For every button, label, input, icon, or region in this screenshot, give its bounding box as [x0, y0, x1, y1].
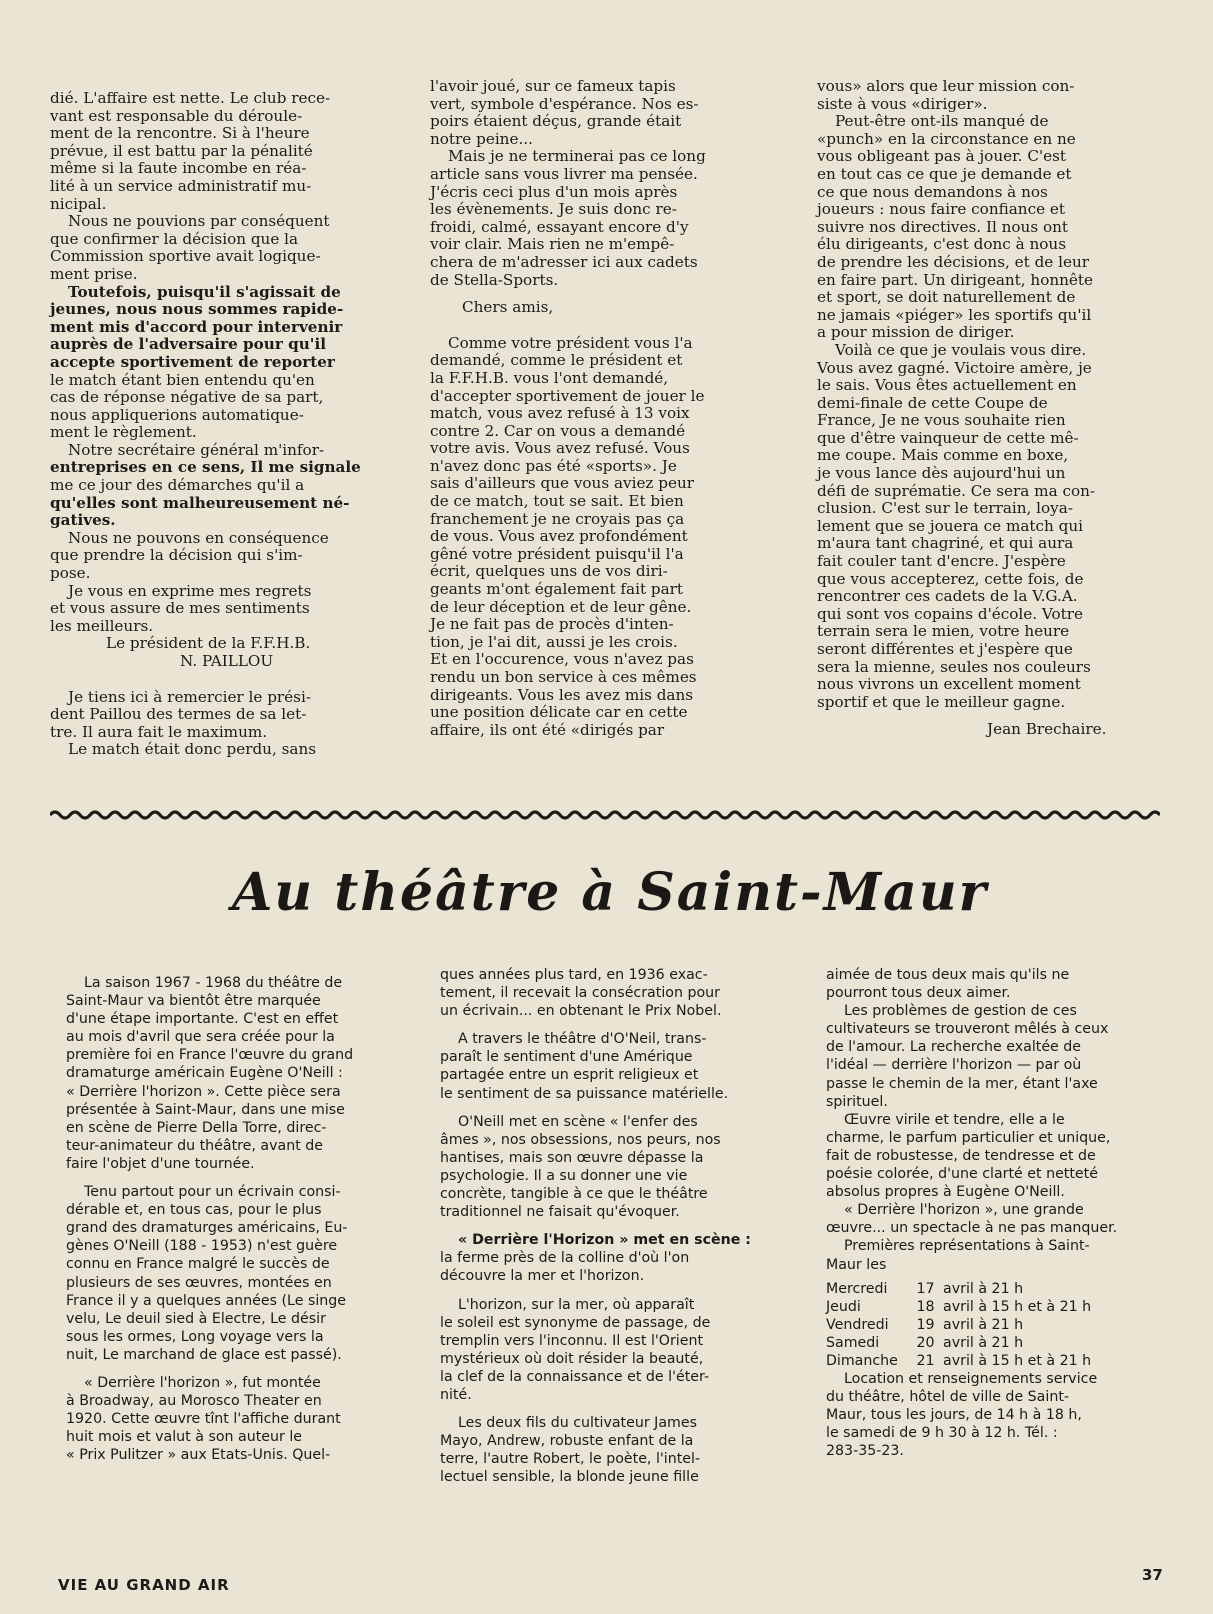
text-line: et vous assure de mes sentiments — [50, 599, 310, 618]
text-line: ce que nous demandons à nos — [817, 182, 1048, 201]
text-line: demi-finale de cette Coupe de — [817, 393, 1048, 412]
text-line: n'avez donc pas été «sports». Je — [430, 456, 677, 475]
text-line: sous les ormes, Long voyage vers la — [66, 1328, 324, 1345]
text-line: psychologie. Il a su donner une vie — [440, 1167, 688, 1184]
text-line: plusieurs de ses œuvres, montées en — [66, 1274, 332, 1291]
text-line: je vous lance dès aujourd'hui un — [817, 464, 1066, 483]
text-line: Tenu partout pour un écrivain consi- — [84, 1184, 341, 1201]
schedule-day: Mercredi — [826, 1280, 888, 1297]
top-column-3 — [817, 78, 1167, 739]
text-line: première foi en France l'œuvre du grand — [66, 1047, 354, 1064]
text-line: Mayo, Andrew, robuste enfant de la — [440, 1433, 694, 1450]
text-line: geants m'ont également fait part — [430, 580, 684, 599]
text-line: J'écris ceci plus d'un mois après — [430, 182, 678, 201]
schedule-row — [826, 1316, 1161, 1334]
text-line: même si la faute incombe en réa- — [50, 159, 307, 178]
text-line: Vous avez gagné. Victoire amère, je — [817, 358, 1092, 377]
text-line: un écrivain... en obtenant le Prix Nobel. — [440, 1003, 722, 1020]
text-line: le sais. Vous êtes actuellement en — [817, 376, 1077, 395]
text-line: de prendre les décisions, et de leur — [817, 252, 1089, 271]
text-line: dérable et, en tous cas, pour le plus — [66, 1202, 322, 1219]
text-line: passe le chemin de la mer, étant l'axe — [826, 1075, 1098, 1092]
text-line: absolus propres à Eugène O'Neill. — [826, 1184, 1065, 1201]
text-line: de ce match, tout se sait. Et bien — [430, 492, 684, 511]
text-line: gatives. — [50, 511, 116, 530]
schedule-day: Vendredi — [826, 1316, 889, 1333]
text-line: Premières représentations à Saint- — [844, 1238, 1090, 1255]
text-line: contre 2. Car on vous a demandé — [430, 421, 686, 440]
text-line: Voilà ce que je voulais vous dire. — [835, 340, 1087, 359]
text-line: la ferme près de la colline d'où l'on — [440, 1250, 690, 1267]
text-line: Comme votre président vous l'a — [448, 333, 693, 352]
text-line: du théâtre, hôtel de ville de Saint- — [826, 1389, 1069, 1406]
text-line: dramaturge américain Eugène O'Neill : — [66, 1065, 343, 1082]
text-line: nicipal. — [50, 194, 107, 213]
text-line: ne jamais «piéger» les sportifs qu'il — [817, 305, 1092, 324]
text-line: pourront tous deux aimer. — [826, 985, 1011, 1002]
text-line: sera la mienne, seules nos couleurs — [817, 657, 1091, 676]
text-line: fait de robustesse, de tendresse et de — [826, 1147, 1096, 1164]
text-line: de leur déception et de leur gêne. — [430, 597, 692, 616]
text-line: «punch» en la circonstance en ne — [817, 129, 1076, 148]
text-line: Maur, tous les jours, de 14 h à 18 h, — [826, 1407, 1082, 1424]
text-line: suivre nos directives. Il nous ont — [817, 217, 1068, 236]
schedule-time: avril à 15 h et à 21 h — [943, 1298, 1092, 1315]
text-line: aimée de tous deux mais qu'ils ne — [826, 967, 1070, 983]
text-line: partagée entre un esprit religieux et — [440, 1067, 699, 1084]
text-line: Toutefois, puisqu'il s'agissait de — [68, 282, 341, 301]
text-line: « Derrière l'Horizon » met en scène : — [458, 1232, 751, 1249]
text-line: sais d'ailleurs que vous aviez peur — [430, 474, 695, 493]
text-line: Et en l'occurence, vous n'avez pas — [430, 650, 694, 669]
text-line: dirigeants. Vous les avez mis dans — [430, 685, 694, 704]
text-line: affaire, ils ont été «dirigés par — [430, 720, 665, 739]
text-line: joueurs : nous faire confiance et — [817, 200, 1065, 219]
text-line: Notre secrétaire général m'infor- — [68, 440, 325, 459]
text-line: « Derrière l'horizon », une grande — [844, 1202, 1084, 1219]
text-line: œuvre... un spectacle à ne pas manquer. — [826, 1220, 1118, 1237]
text-line: « Prix Pulitzer » aux Etats-Unis. Quel- — [66, 1447, 331, 1464]
text-line: nité. — [440, 1386, 472, 1403]
text-line: dié. L'affaire est nette. Le club rece- — [50, 89, 331, 107]
text-line: Mais je ne terminerai pas ce long — [448, 147, 706, 166]
text-line: notre peine... — [430, 129, 533, 148]
text-line: auprès de l'adversaire pour qu'il — [50, 335, 326, 354]
text-line: teur-animateur du théâtre, avant de — [66, 1137, 323, 1154]
author-signature: Jean Brechaire. — [987, 720, 1107, 739]
text-line: seront différentes et j'espère que — [817, 640, 1073, 658]
text-line: O'Neill met en scène « l'enfer des — [458, 1113, 698, 1130]
text-line: paraît le sentiment d'une Amérique — [440, 1049, 693, 1066]
bottom-column-1 — [66, 974, 396, 1464]
text-line: les meilleurs. — [50, 616, 154, 635]
text-line: concrète, tangible à ce que le théâtre — [440, 1186, 708, 1203]
text-line: froidi, calmé, essayant encore d'y — [430, 217, 689, 236]
text-line: entreprises en ce sens, Il me signale — [50, 458, 361, 477]
text-line: franchement je ne croyais pas ça — [430, 509, 685, 528]
text-line: que confirmer la décision que la — [50, 229, 299, 248]
text-line: Peut-être ont-ils manqué de — [835, 112, 1049, 131]
text-line: présentée à Saint-Maur, dans une mise — [66, 1101, 345, 1118]
text-line: 283-35-23. — [826, 1443, 904, 1460]
text-line: écrit, quelques uns de vos diri- — [430, 562, 668, 581]
schedule-time: avril à 21 h — [943, 1334, 1024, 1351]
text-line: qui sont vos copains d'école. Votre — [817, 604, 1083, 623]
text-line: vert, symbole d'espérance. Nos es- — [430, 94, 699, 113]
text-line: de vous. Vous avez profondément — [430, 527, 688, 546]
schedule-time: avril à 15 h et à 21 h — [943, 1352, 1092, 1369]
text-line: L'horizon, sur la mer, où apparaît — [458, 1296, 695, 1313]
schedule-day: Jeudi — [826, 1298, 861, 1315]
text-line: votre avis. Vous avez refusé. Vous — [430, 439, 690, 458]
text-line: poésie colorée, d'une clarté et netteté — [826, 1166, 1098, 1183]
text-line: l'avoir joué, sur ce fameux tapis — [430, 77, 676, 95]
text-line: l'idéal — derrière l'horizon — par où — [826, 1057, 1082, 1074]
text-line: ment de la rencontre. Si à l'heure — [50, 124, 310, 143]
text-line: spirituel. — [826, 1093, 888, 1110]
schedule-row — [826, 1298, 1161, 1316]
text-line: tion, je l'ai dit, aussi je les crois. — [430, 632, 678, 651]
text-line: tre. Il aura fait le maximum. — [50, 722, 268, 741]
text-line: m'aura tant chagriné, et qui aura — [817, 534, 1074, 553]
text-line: rendu un bon service à ces mêmes — [430, 668, 697, 686]
text-line: d'accepter sportivement de jouer le — [430, 386, 705, 405]
text-line: gêné votre président puisqu'il l'a — [430, 544, 684, 563]
text-line: une position délicate car en cette — [430, 703, 688, 722]
text-line: tement, il recevait la consécration pour — [440, 985, 720, 1002]
text-line: velu, Le deuil sied à Electre, Le désir — [66, 1310, 326, 1327]
text-line: vous obligeant pas à jouer. C'est — [817, 147, 1067, 166]
salutation: Chers amis, — [462, 298, 554, 317]
text-line: de l'amour. La recherche exaltée de — [826, 1039, 1082, 1056]
text-line: a pour mission de diriger. — [817, 323, 1015, 342]
schedule-date: 18 — [916, 1298, 935, 1315]
text-line: Le match était donc perdu, sans — [68, 740, 317, 759]
text-line: tremplin vers l'inconnu. Il est l'Orient — [440, 1332, 704, 1349]
schedule-date: 19 — [916, 1316, 935, 1333]
text-line: voir clair. Mais rien ne m'empê- — [430, 235, 675, 254]
text-line: âmes », nos obsessions, nos peurs, nos — [440, 1131, 721, 1148]
text-line: article sans vous livrer ma pensée. — [430, 164, 698, 183]
text-line: fait couler tant d'encre. J'espère — [817, 552, 1066, 571]
text-line: Nous ne pouvons en conséquence — [68, 528, 329, 547]
text-line: pose. — [50, 564, 91, 583]
schedule-day: Samedi — [826, 1334, 880, 1351]
text-line: gènes O'Neill (188 - 1953) n'est guère — [66, 1238, 338, 1255]
text-line: le match étant bien entendu qu'en — [50, 370, 315, 389]
text-line: le samedi de 9 h 30 à 12 h. Tél. : — [826, 1425, 1058, 1442]
text-line: me ce jour des démarches qu'il a — [50, 476, 305, 495]
text-line: Œuvre virile et tendre, elle a le — [844, 1111, 1065, 1128]
text-line: « Derrière l'horizon ». Cette pièce sera — [66, 1083, 341, 1100]
text-line: lectuel sensible, la blonde jeune fille — [440, 1469, 699, 1486]
text-line: ques années plus tard, en 1936 exac- — [440, 967, 708, 983]
text-line: ment prise. — [50, 264, 138, 283]
text-line: le sentiment de sa puissance matérielle. — [440, 1085, 729, 1102]
schedule-date: 20 — [916, 1334, 935, 1351]
text-line: poirs étaient déçus, grande était — [430, 112, 682, 131]
text-line: Nous ne pouvions par conséquent — [68, 212, 330, 231]
text-line: vous» alors que leur mission con- — [817, 77, 1075, 95]
text-line: jeunes, nous nous sommes rapide- — [50, 300, 344, 319]
text-line: Maur les — [826, 1256, 887, 1273]
text-line: chera de m'adresser ici aux cadets — [430, 252, 698, 271]
text-line: dent Paillou des termes de sa let- — [50, 705, 307, 724]
bottom-column-2 — [440, 966, 780, 1486]
text-line: que prendre la décision qui s'im- — [50, 546, 303, 565]
magazine-name: VIE AU GRAND AIR — [58, 1576, 230, 1594]
text-line: à Broadway, au Morosco Theater en — [66, 1393, 322, 1410]
text-line: en scène de Pierre Della Torre, direc- — [66, 1119, 327, 1136]
text-line: ment le règlement. — [50, 423, 197, 442]
text-line: match, vous avez refusé à 13 voix — [430, 404, 690, 423]
text-line: Les problèmes de gestion de ces — [844, 1003, 1077, 1020]
text-line: nuit, Le marchand de glace est passé). — [66, 1346, 342, 1363]
text-line: découvre la mer et l'horizon. — [440, 1268, 645, 1285]
text-line: huit mois et valut à son auteur le — [66, 1429, 302, 1446]
text-line: lité à un service administratif mu- — [50, 176, 312, 195]
top-column-2 — [430, 78, 775, 739]
schedule-time: avril à 21 h — [943, 1280, 1024, 1297]
text-line: défi de suprématie. Ce sera ma con- — [817, 481, 1096, 500]
text-line: France, Je ne vous souhaite rien — [817, 411, 1066, 430]
schedule-time: avril à 21 h — [943, 1316, 1024, 1333]
text-line: que vous accepterez, cette fois, de — [817, 569, 1084, 588]
signature-name: N. PAILLOU — [180, 652, 274, 670]
text-line: cas de réponse négative de sa part, — [50, 388, 324, 407]
text-line: d'une étape importante. C'est en effet — [66, 1011, 339, 1028]
text-line: traditionnel ne faisait qu'évoquer. — [440, 1204, 680, 1221]
text-line: nous appliquerions automatique- — [50, 405, 304, 424]
text-line: connu en France malgré le succès de — [66, 1256, 330, 1273]
text-line: la F.F.H.B. vous l'ont demandé, — [430, 368, 669, 387]
text-line: et sport, se doit naturellement de — [817, 288, 1076, 307]
article-title: Au théâtre à Saint-Maur — [231, 862, 989, 923]
text-line: Je vous en exprime mes regrets — [68, 581, 312, 600]
text-line: vant est responsable du déroule- — [50, 106, 303, 125]
text-line: cultivateurs se trouveront mêlés à ceux — [826, 1021, 1109, 1038]
text-line: nous vivrons un excellent moment — [817, 675, 1081, 694]
text-line: Saint-Maur va bientôt être marquée — [66, 993, 321, 1010]
text-line: de Stella-Sports. — [430, 270, 559, 289]
text-line: accepte sportivement de reporter — [50, 352, 335, 371]
text-line: en faire part. Un dirigeant, honnête — [817, 270, 1093, 289]
schedule-day: Dimanche — [826, 1352, 898, 1369]
bottom-column-3 — [826, 966, 1161, 1461]
schedule-row — [826, 1352, 1161, 1370]
schedule-date: 21 — [916, 1352, 935, 1369]
text-line: hantises, mais son œuvre dépasse la — [440, 1149, 704, 1166]
text-line: 1920. Cette œuvre tînt l'affiche durant — [66, 1411, 341, 1428]
divider-wave — [50, 812, 1160, 818]
top-column-1 — [50, 90, 380, 759]
text-line: ment mis d'accord pour intervenir — [50, 317, 343, 336]
text-line: clusion. C'est sur le terrain, loya- — [817, 499, 1073, 518]
text-line: A travers le théâtre d'O'Neil, trans- — [458, 1031, 707, 1048]
text-line: élu dirigeants, c'est donc à nous — [817, 235, 1067, 254]
text-line: me coupe. Mais comme en boxe, — [817, 446, 1069, 465]
wavy-divider — [50, 808, 1160, 822]
text-line: charme, le parfum particulier et unique, — [826, 1129, 1111, 1146]
text-line: la clef de la connaissance et de l'éter- — [440, 1368, 710, 1385]
text-line: France il y a quelques années (Le singe — [66, 1292, 347, 1309]
text-line: Location et renseignements service — [844, 1371, 1098, 1388]
text-line: faire l'objet d'une tournée. — [66, 1155, 255, 1172]
text-line: au mois d'avril que sera créée pour la — [66, 1029, 335, 1046]
text-line: siste à vous «diriger». — [817, 94, 988, 113]
schedule-row — [826, 1280, 1161, 1298]
signature-line: Le président de la F.F.H.B. — [106, 634, 311, 653]
page-number: 37 — [1142, 1566, 1163, 1584]
text-line: le soleil est synonyme de passage, de — [440, 1314, 711, 1331]
text-line: La saison 1967 - 1968 du théâtre de — [84, 975, 343, 991]
text-line: les évènements. Je suis donc re- — [430, 200, 677, 219]
text-line: terre, l'autre Robert, le poète, l'intel- — [440, 1451, 701, 1468]
text-line: terrain sera le mien, votre heure — [817, 622, 1070, 641]
text-line: « Derrière l'horizon », fut montée — [84, 1374, 321, 1391]
text-line: en tout cas ce que je demande et — [817, 164, 1072, 183]
text-line: rencontrer ces cadets de la V.G.A. — [817, 587, 1078, 606]
text-line: Je tiens ici à remercier le prési- — [68, 687, 311, 706]
schedule-date: 17 — [916, 1280, 935, 1297]
text-line: lement que se jouera ce match qui — [817, 516, 1083, 535]
text-line: Commission sportive avait logique- — [50, 247, 321, 266]
text-line: Les deux fils du cultivateur James — [458, 1415, 697, 1432]
text-line: sportif et que le meilleur gagne. — [817, 692, 1066, 711]
text-line: qu'elles sont malheureusement né- — [50, 493, 350, 512]
text-line: grand des dramaturges américains, Eu- — [66, 1220, 348, 1237]
text-line: prévue, il est battu par la pénalité — [50, 141, 313, 160]
text-line: demandé, comme le président et — [430, 351, 683, 370]
text-line: mystérieux où doit résider la beauté, — [440, 1350, 704, 1367]
text-line: Je ne fait pas de procès d'inten- — [430, 615, 674, 634]
text-line: que d'être vainqueur de cette mê- — [817, 428, 1079, 447]
schedule-row — [826, 1334, 1161, 1352]
